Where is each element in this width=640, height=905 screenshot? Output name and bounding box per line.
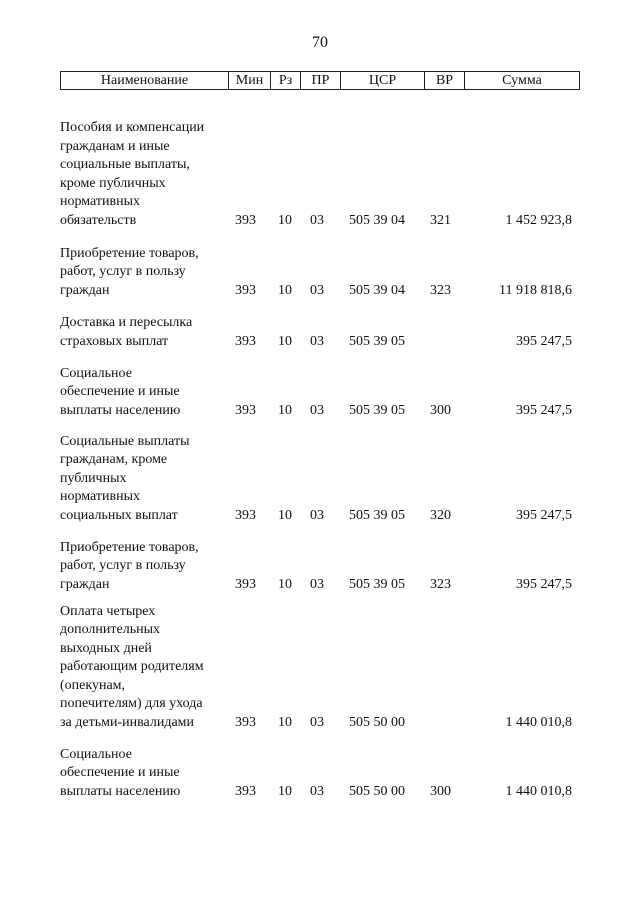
row-pr: 03 xyxy=(310,333,324,349)
header-vr: ВР xyxy=(424,72,464,89)
row-name: Доставка и пересылка страховых выплат xyxy=(60,315,193,349)
page-number: 70 xyxy=(312,34,328,51)
row-sum: 395 247,5 xyxy=(516,333,572,349)
row-min: 393 xyxy=(235,402,256,418)
table-row xyxy=(60,433,580,525)
row-name: Приобретение товаров, работ, услуг в пользу граждан xyxy=(60,539,199,592)
row-csr: 505 50 00 xyxy=(349,783,405,799)
row-csr: 505 39 05 xyxy=(349,402,405,418)
row-pr: 03 xyxy=(310,212,324,228)
row-pr: 03 xyxy=(310,402,324,418)
row-pr: 03 xyxy=(310,783,324,799)
row-csr: 505 39 04 xyxy=(349,282,405,298)
row-name: Приобретение товаров, работ, услуг в пользу граждан xyxy=(60,245,199,298)
row-vr: 323 xyxy=(430,576,451,592)
row-min: 393 xyxy=(235,576,256,592)
table-row xyxy=(60,364,580,420)
row-name: Социальные выплаты гражданам, кроме публичных нормативных социальных выплат xyxy=(60,433,190,523)
header-min: Мин xyxy=(228,72,270,89)
row-pr: 03 xyxy=(310,507,324,523)
row-name: Социальное обеспечение и иные выплаты населению xyxy=(60,365,181,418)
table-row xyxy=(60,120,580,230)
table-header xyxy=(60,71,580,90)
row-csr: 505 39 05 xyxy=(349,507,405,523)
row-pr: 03 xyxy=(310,282,324,298)
row-vr: 320 xyxy=(430,507,451,523)
row-sum: 395 247,5 xyxy=(516,507,572,523)
row-rz: 10 xyxy=(278,576,292,592)
row-name: Оплата четырех дополнительных выходных дней работающим родителям (опекунам, попечителям) для ухода за детьми-инвалидами xyxy=(60,603,204,730)
row-csr: 505 39 04 xyxy=(349,212,405,228)
table-row xyxy=(60,244,580,300)
table-row xyxy=(60,538,580,594)
table-row xyxy=(60,745,580,801)
header-rz: Рз xyxy=(270,72,300,89)
header-name: Наименование xyxy=(60,72,228,89)
table-row xyxy=(60,314,580,351)
row-rz: 10 xyxy=(278,402,292,418)
header-pr: ПР xyxy=(300,72,340,89)
row-pr: 03 xyxy=(310,576,324,592)
row-pr: 03 xyxy=(310,714,324,730)
row-name: Социальное обеспечение и иные выплаты населению xyxy=(60,746,181,799)
row-min: 393 xyxy=(235,212,256,228)
row-rz: 10 xyxy=(278,212,292,228)
header-sum: Сумма xyxy=(464,72,580,89)
row-csr: 505 39 05 xyxy=(349,333,405,349)
header-csr: ЦСР xyxy=(340,72,424,89)
row-vr: 321 xyxy=(430,212,451,228)
table-row xyxy=(60,603,580,732)
row-csr: 505 39 05 xyxy=(349,576,405,592)
row-rz: 10 xyxy=(278,507,292,523)
row-sum: 11 918 818,6 xyxy=(499,282,572,298)
row-csr: 505 50 00 xyxy=(349,714,405,730)
row-min: 393 xyxy=(235,507,256,523)
row-vr: 300 xyxy=(430,783,451,799)
row-sum: 395 247,5 xyxy=(516,576,572,592)
row-min: 393 xyxy=(235,282,256,298)
row-sum: 395 247,5 xyxy=(516,402,572,418)
row-sum: 1 452 923,8 xyxy=(505,212,572,228)
row-rz: 10 xyxy=(278,333,292,349)
row-sum: 1 440 010,8 xyxy=(505,714,572,730)
row-sum: 1 440 010,8 xyxy=(505,783,572,799)
row-vr: 300 xyxy=(430,402,451,418)
row-min: 393 xyxy=(235,783,256,799)
row-rz: 10 xyxy=(278,783,292,799)
row-min: 393 xyxy=(235,333,256,349)
row-min: 393 xyxy=(235,714,256,730)
row-name: Пособия и компенсации гражданам и иные социальные выплаты, кроме публичных нормативных обязательств xyxy=(60,120,205,228)
row-vr: 323 xyxy=(430,282,451,298)
row-rz: 10 xyxy=(278,714,292,730)
row-rz: 10 xyxy=(278,282,292,298)
